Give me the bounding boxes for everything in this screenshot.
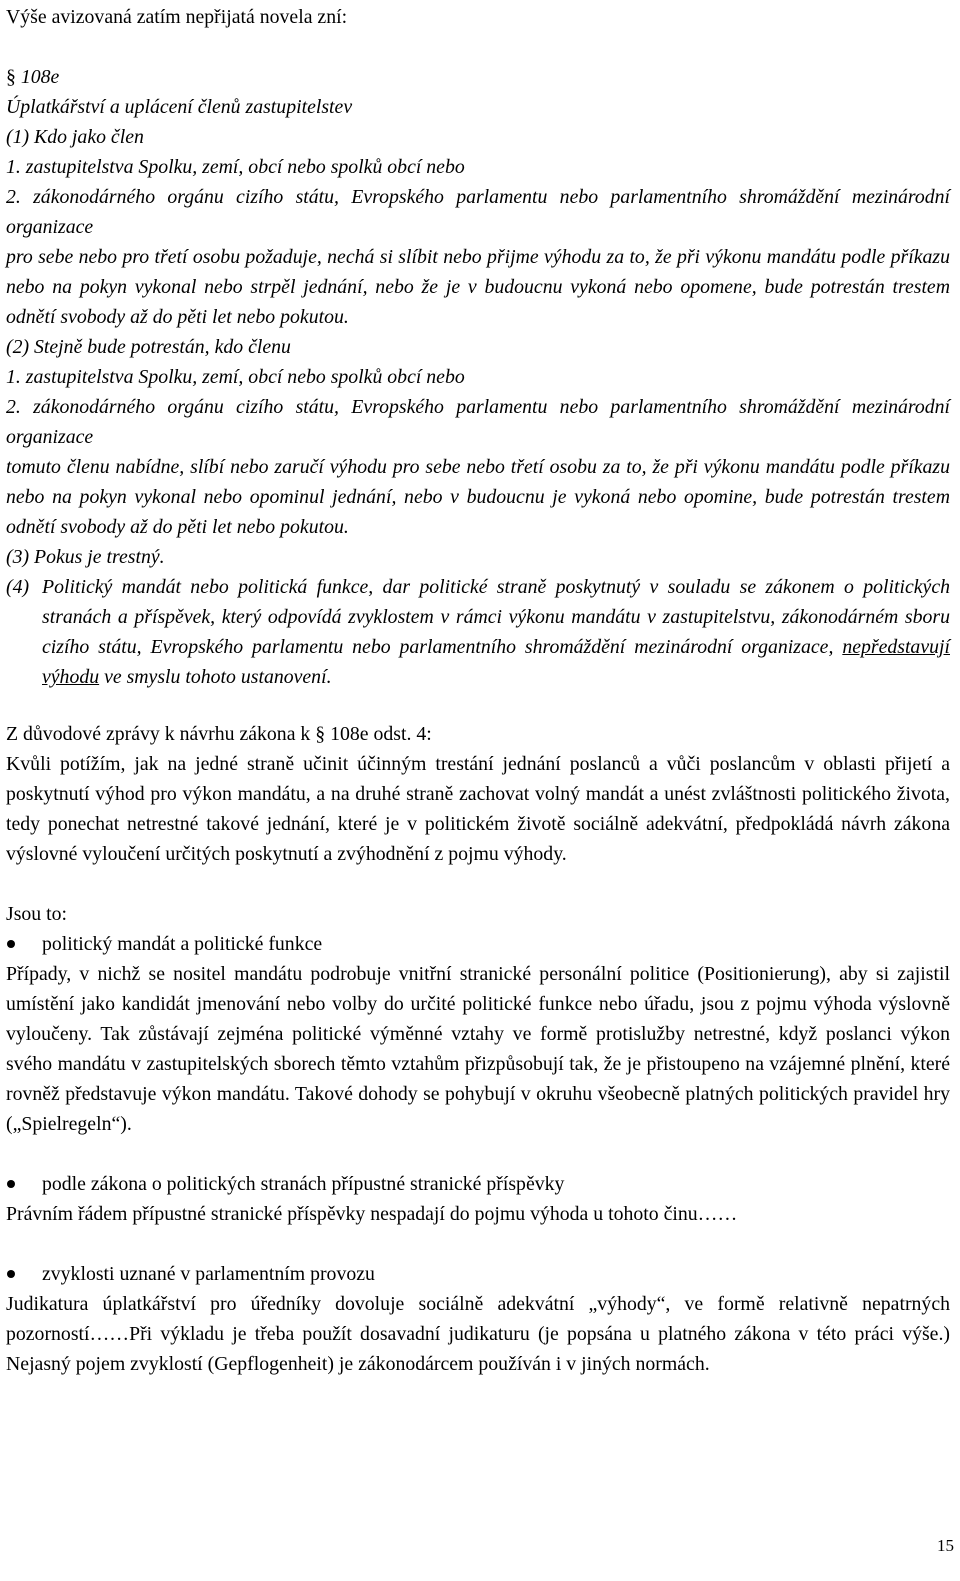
bullet-icon xyxy=(7,940,15,948)
list-item-text: Judikatura úplatkářství pro úředníky dovoluje sociálně adekvátní „výhody“, ve formě relativně nepatrných pozorností……Při výkladu je třeba použít dosavadní judikaturu (je popsána u platného zákona v této práci výše.) Nejasný pojem zvyklostí (Gepflogenheit) je zákonodárcem používán i v jiných normách. xyxy=(6,1293,950,1375)
spacer xyxy=(6,1229,950,1259)
section-sign-icon: § xyxy=(315,723,326,745)
section-sign-icon: § xyxy=(6,66,16,88)
law-p4-text-a: Politický mandát nebo politická funkce, dar politické straně poskytnutý v souladu se zákonem o politických stranách a příspěvek, který odpovídá zvyklostem v rámci výkonu mandátu v zastupitelstvu, zákonodárném sboru cizího státu, Evropského parlamentu nebo parlamentního shromáždění mezinárodní organizace, xyxy=(42,576,950,658)
list-item-title: politický mandát a politické funkce xyxy=(6,929,950,959)
bullet-icon xyxy=(7,1180,15,1188)
explanatory-report xyxy=(6,719,950,869)
law-section: § 108e xyxy=(6,66,60,88)
law-p4 xyxy=(6,572,950,692)
page-number: 15 xyxy=(937,1536,954,1555)
law-p4-underlined: nepředstavují výhodu xyxy=(42,636,950,688)
list-item-text: Právním řádem přípustné stranické příspěvky nespadají do pojmu výhoda u tohoto činu…… xyxy=(6,1203,738,1225)
spacer xyxy=(6,1139,950,1169)
list-item-text: Případy, v nichž se nositel mandátu podrobuje vnitřní stranické personální politice (Positionierung), aby si zajistil umístění jako kandidát jmenování nebo volby do určité politické funkce nebo úřadu, jsou z pojmu výhoda výslovně vyloučeny. Tak zůstávají zejména politické výměnné vztahy ve formě protislužby netrestné, když poslanci výkon svého mandátu v zastupitelských sborech těmto vztahům přizpůsobují tak, že je přistoupeno na vzájemné plnění, které rovněž představuje výkon mandátu. Takové dohody se pohybují v okruhu všeobecně platných politických pravidel hry („Spielregeln“). xyxy=(6,963,950,1135)
reasons-paragraph: Kvůli potížím, jak na jedné straně učinit účinným trestání jednání poslanců a vůči poslancům v oblasti přijetí a poskytnutí výhod pro výkon mandátu, a na druhé straně zachovat volný mandát a unést zvláštnosti politického života, tedy ponechat netrestné takové jednání, které je v politickém životě sociálně adekvátní, předpokládá návrh zákona výslovné vyloučení určitých poskytnutí a zvýhodnění z pojmu výhody. xyxy=(6,753,950,865)
law-p2-text: tomuto členu nabídne, slíbí nebo zaručí výhodu pro sebe nebo třetí osobu za to, že při výkonu mandátu podle příkazu nebo na pokyn vykonal nebo opominul jednání, nebo v budoucnu je vykoná nebo opomine, bude potrestán trestem odnětí svobody až do pěti let nebo pokutou. xyxy=(6,456,950,538)
law-p2-item2: 2. zákonodárného orgánu cizího státu, Evropského parlamentu nebo parlamentního shromáždění mezinárodní organizace xyxy=(6,396,950,448)
list-item-title: zvyklosti uznané v parlamentním provozu xyxy=(6,1259,950,1289)
exclusions-list xyxy=(6,899,950,1379)
law-p1-item2: 2. zákonodárného orgánu cizího státu, Evropského parlamentu nebo parlamentního shromáždění mezinárodní organizace xyxy=(6,186,950,238)
law-p2-item1: 1. zastupitelstva Spolku, zemí, obcí nebo spolků obcí nebo xyxy=(6,366,465,388)
spacer xyxy=(6,32,950,62)
law-p4-text-b: ve smyslu tohoto ustanovení. xyxy=(99,666,332,688)
law-p1-intro: (1) Kdo jako člen xyxy=(6,126,144,148)
spacer xyxy=(6,869,950,899)
intro-line: Výše avizovaná zatím nepřijatá novela zní: xyxy=(6,6,348,28)
law-p1-text: pro sebe nebo pro třetí osobu požaduje, nechá si slíbit nebo přijme výhodu za to, že při výkonu mandátu podle příkazu nebo na pokyn vykonal nebo strpěl jednání, nebo že je v budoucnu vykoná nebo opomene, bude potrestán trestem odnětí svobody až do pěti let nebo pokutou. xyxy=(6,246,950,328)
law-p1-item1: 1. zastupitelstva Spolku, zemí, obcí nebo spolků obcí nebo xyxy=(6,156,465,178)
reasons-heading: Z důvodové zprávy k návrhu zákona k § 108e odst. 4: xyxy=(6,723,432,745)
items-intro: Jsou to: xyxy=(6,903,68,925)
list-item-title: podle zákona o politických stranách přípustné stranické příspěvky xyxy=(6,1169,950,1199)
law-p3: (3) Pokus je trestný. xyxy=(6,546,165,568)
document-page xyxy=(6,2,950,1379)
law-text xyxy=(6,62,950,692)
law-p2-intro: (2) Stejně bude potrestán, kdo členu xyxy=(6,336,291,358)
spacer xyxy=(6,692,950,719)
law-p4-label: (4) xyxy=(6,576,30,598)
law-title: Úplatkářství a uplácení členů zastupitelstev xyxy=(6,96,353,118)
bullet-icon xyxy=(7,1270,15,1278)
